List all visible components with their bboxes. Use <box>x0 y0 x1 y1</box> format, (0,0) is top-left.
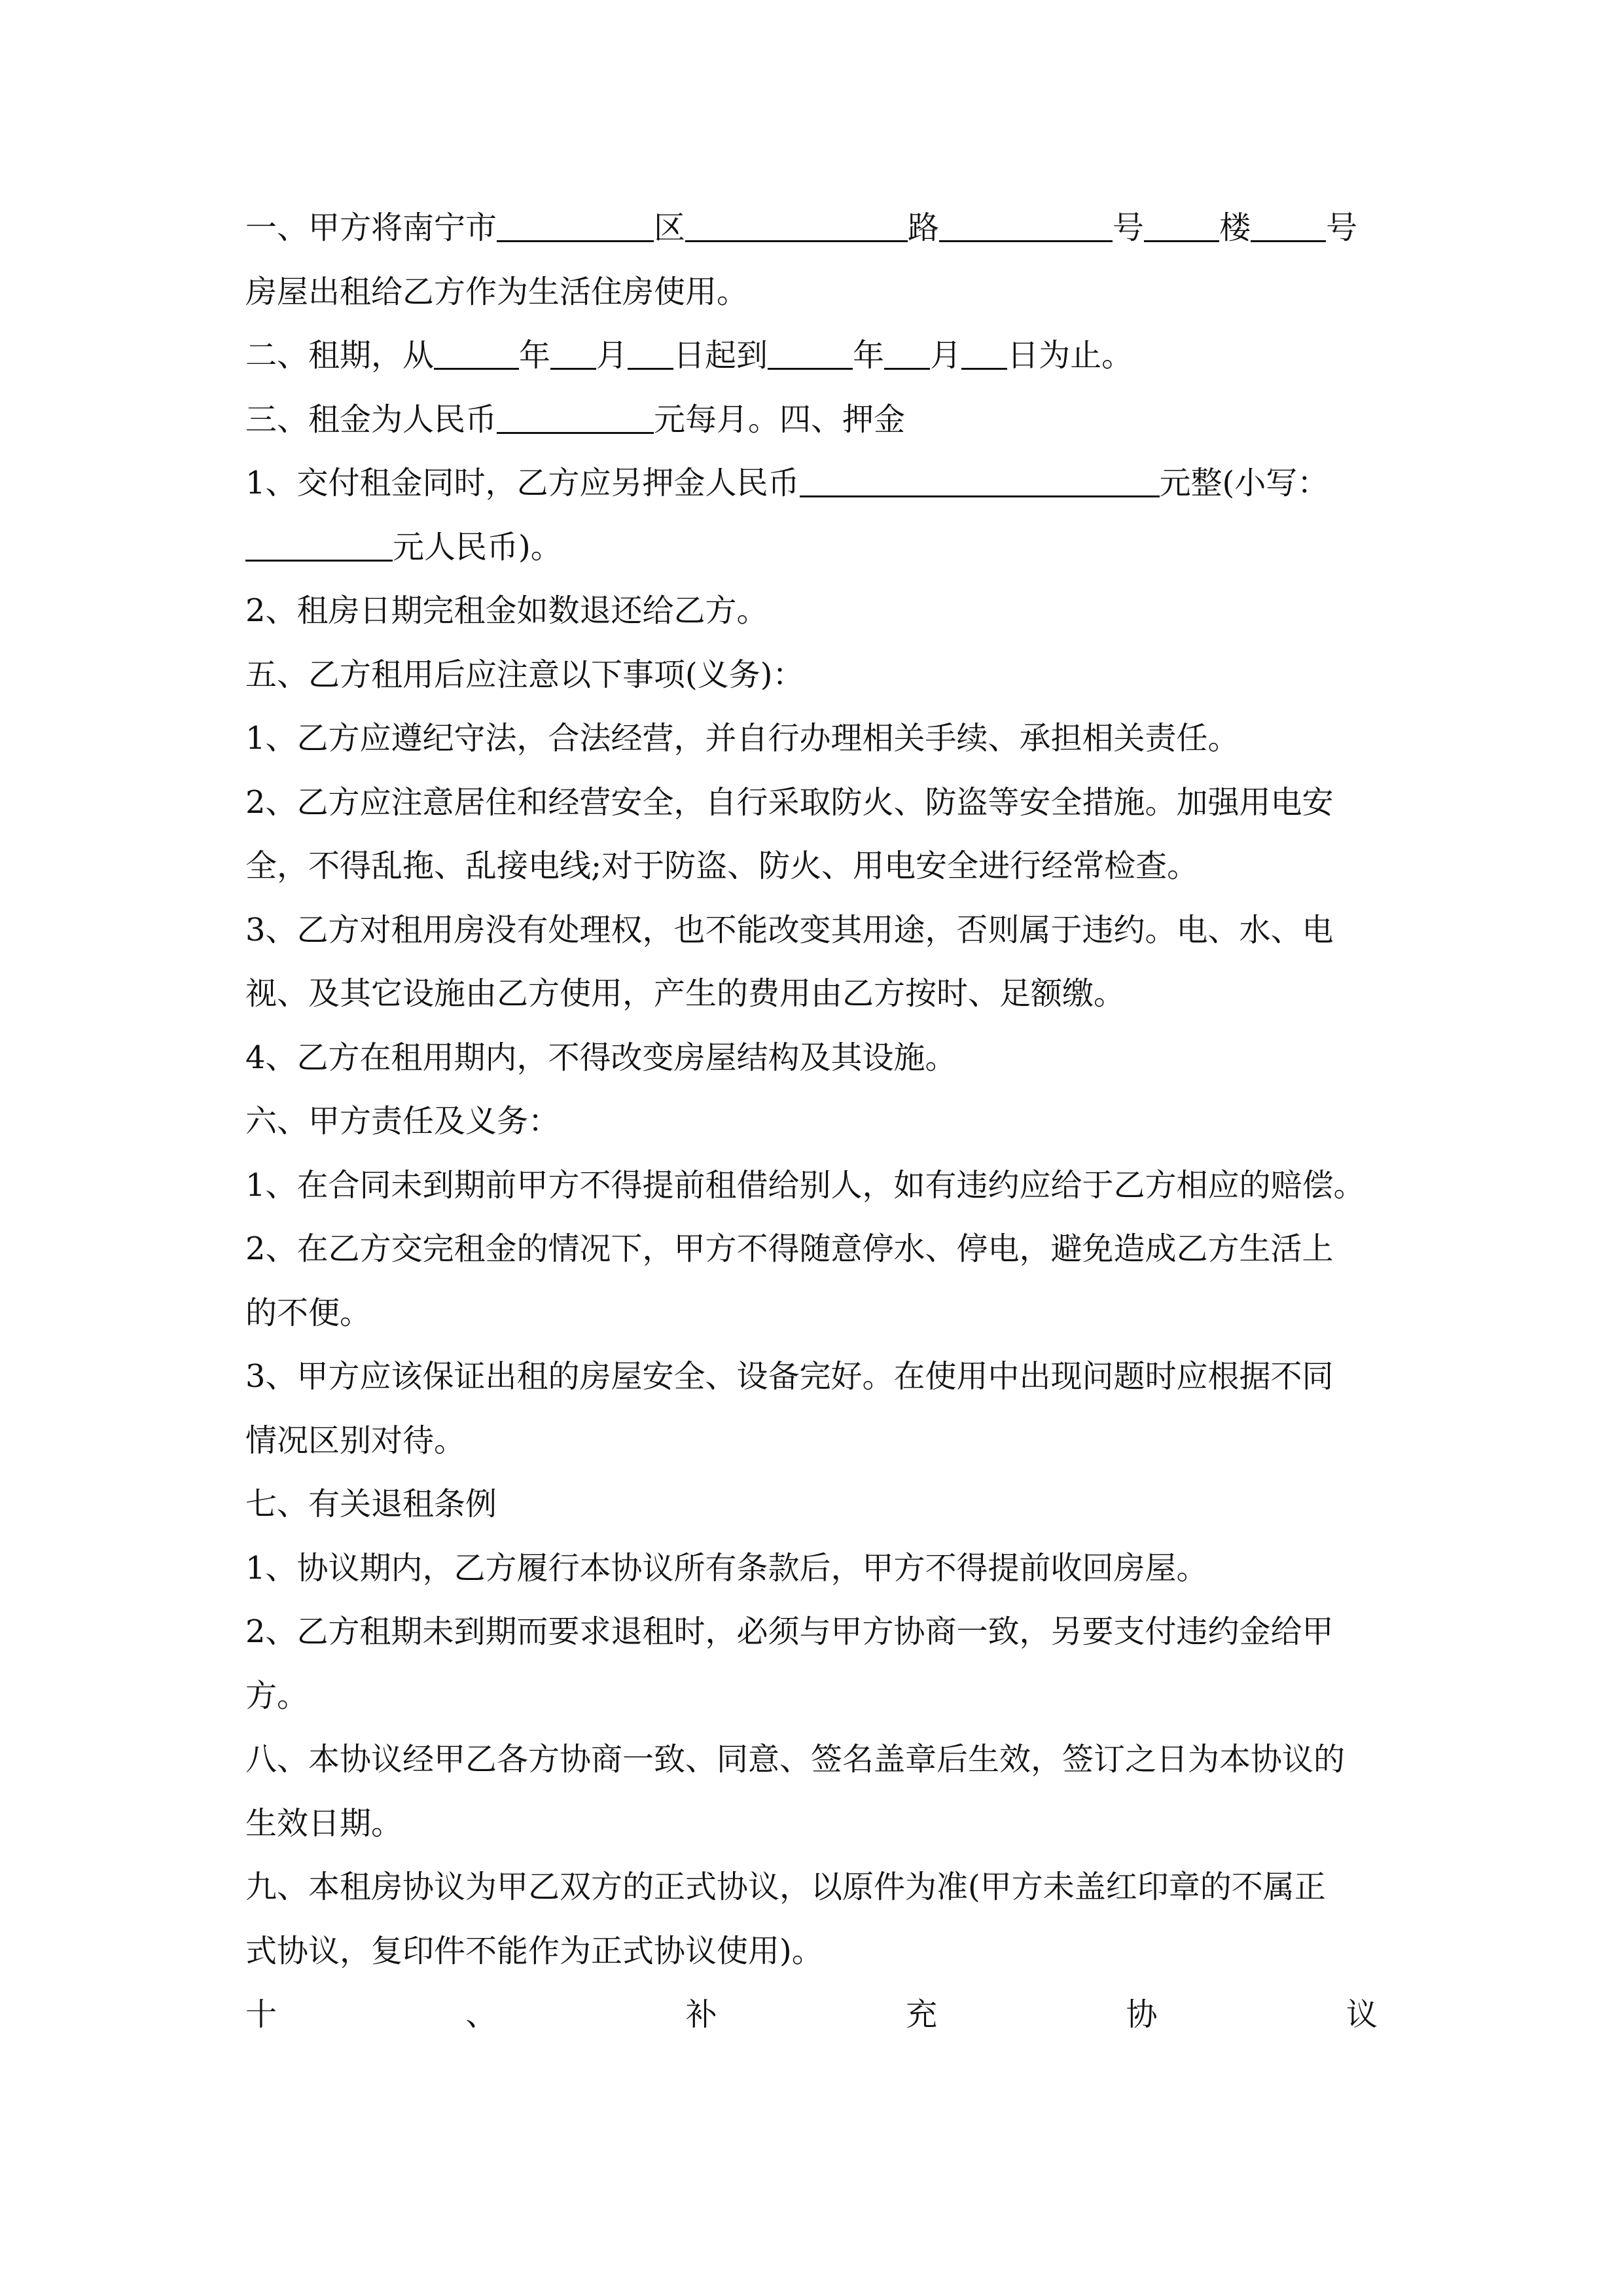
text-line: 4、乙方在租用期内，不得改变房屋结构及其设施。 <box>245 1039 957 1076</box>
clause-10-char: 十 <box>245 1996 277 2033</box>
deposit-currency: 元人民币)。 <box>393 528 562 565</box>
clause-10-char: 充 <box>906 1996 938 2033</box>
text-line: 3、甲方应该保证出租的房屋安全、设备完好。在使用中出现问题时应根据不同 <box>245 1358 1334 1395</box>
text-line: 生效日期。 <box>245 1804 403 1842</box>
label-road: 路 <box>908 209 940 246</box>
text-line: 方。 <box>245 1677 309 1714</box>
label-unit: 号 <box>1326 209 1358 246</box>
label-month-end: 月 <box>930 337 962 374</box>
label-month: 月 <box>596 337 628 374</box>
label-year-end: 年 <box>853 337 885 374</box>
blank-road <box>685 207 908 242</box>
label-year: 年 <box>519 337 551 374</box>
text-line: 1、协议期内，乙方履行本协议所有条款后，甲方不得提前收回房屋。 <box>245 1549 1208 1587</box>
deposit-item-1 <box>245 452 1378 516</box>
text-line: 情况区别对待。 <box>245 1422 466 1459</box>
blank-deposit-amount <box>800 463 1160 497</box>
clause-1-text: 一、甲方将南宁市 <box>245 209 497 246</box>
text-line: 九、本租房协议为甲乙双方的正式协议，以原件为准(甲方未盖红印章的不属正 <box>245 1869 1326 1905</box>
text-line: 式协议，复印件不能作为正式协议使用)。 <box>245 1932 823 1969</box>
text-line: 的不便。 <box>245 1294 372 1331</box>
label-day-to: 日为止。 <box>1007 337 1133 374</box>
label-district: 区 <box>654 209 686 246</box>
blank-start-month <box>550 335 596 370</box>
blank-end-day <box>961 335 1007 370</box>
text-line: 全，不得乱拖、乱接电线;对于防盗、防火、用电安全进行经常检查。 <box>245 848 1199 884</box>
blank-deposit-lowercase <box>245 527 393 562</box>
label-number: 号 <box>1113 209 1145 246</box>
text-line: 1、在合同未到期前甲方不得提前租借给别人，如有违约应给于乙方相应的赔偿。 <box>245 1166 1365 1204</box>
text-line: 2、在乙方交完租金的情况下，甲方不得随意停水、停电，避免造成乙方生活上 <box>245 1230 1334 1267</box>
clause-2-line <box>245 324 1378 388</box>
blank-end-year <box>768 335 853 370</box>
blank-number <box>939 207 1113 242</box>
text-line: 八、本协议经甲乙各方协商一致、同意、签名盖章后生效，签订之日为本协议的 <box>245 1741 1346 1778</box>
deposit-text: 1、交付租金同时，乙方应另押金人民币 <box>245 465 800 501</box>
blank-district <box>497 207 654 242</box>
deposit-item-1-cont <box>245 516 1378 580</box>
blank-end-month <box>884 335 930 370</box>
clause-10-char: 议 <box>1346 1996 1378 2033</box>
clause-1-line <box>245 196 1378 260</box>
clause-3-cont: 元每月。四、押金 <box>654 401 906 438</box>
text-line: 五、乙方租用后应注意以下事项(义务)： <box>245 656 804 693</box>
label-building: 楼 <box>1219 209 1251 246</box>
clause-10-char: 补 <box>685 1996 717 2033</box>
text-line: 2、乙方应注意居住和经营安全，自行采取防火、防盗等安全措施。加强用电安 <box>245 783 1334 821</box>
blank-start-year <box>434 335 519 370</box>
text-line: 2、乙方租期未到期而要求退租时，必须与甲方协商一致，另要支付违约金给甲 <box>245 1613 1334 1650</box>
clause-10-char: 、 <box>465 1996 497 2033</box>
text-line: 3、乙方对租用房没有处理权，也不能改变其用途，否则属于违约。电、水、电 <box>245 911 1334 948</box>
clause-3-line <box>245 388 1378 452</box>
clause-10-char: 协 <box>1126 1996 1158 2033</box>
text-line: 视、及其它设施由乙方使用，产生的费用由乙方按时、足额缴。 <box>245 975 1126 1012</box>
deposit-lowercase-label: 元整(小写： <box>1159 465 1329 501</box>
blank-building <box>1144 207 1219 242</box>
deposit-item-2: 2、租房日期完租金如数退还给乙方。 <box>245 592 768 629</box>
label-day-from: 日起到 <box>673 337 768 374</box>
text-line: 1、乙方应遵纪守法，合法经营，并自行办理相关手续、承担相关责任。 <box>245 720 1240 757</box>
clause-3-text: 三、租金为人民币 <box>245 401 497 438</box>
text-line: 六、甲方责任及义务： <box>245 1103 560 1139</box>
text-line: 七、有关退租条例 <box>245 1486 497 1522</box>
clause-1-cont: 房屋出租给乙方作为生活住房使用。 <box>245 273 749 310</box>
clause-10-heading <box>245 1983 1378 2047</box>
clause-2-text: 二、租期，从 <box>245 337 435 374</box>
contract-body <box>245 196 1378 2047</box>
blank-unit <box>1251 207 1326 242</box>
blank-rent <box>497 399 654 434</box>
blank-start-day <box>628 335 673 370</box>
